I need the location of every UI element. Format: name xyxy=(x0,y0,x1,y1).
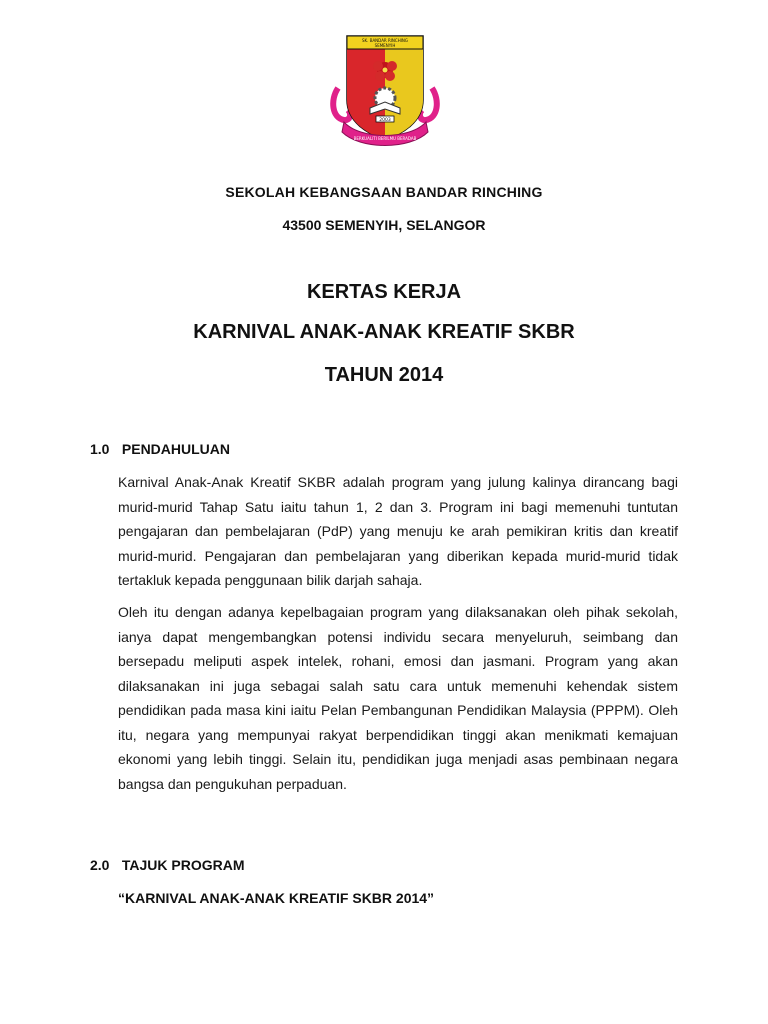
school-address: 43500 SEMENYIH, SELANGOR xyxy=(282,217,486,233)
crest-banner-text-1: SK. BANDAR RINCHING xyxy=(362,38,408,43)
crest-year: 2003 xyxy=(379,118,391,123)
school-name: SEKOLAH KEBANGSAAN BANDAR RINCHING xyxy=(225,184,543,200)
section-title: PENDAHULUAN xyxy=(121,441,231,457)
section-number: 2.0 xyxy=(90,857,110,873)
crest-banner-text-2: SEMENYIH xyxy=(374,43,396,48)
school-crest-logo xyxy=(330,30,440,148)
paragraph-1: Karnival Anak-Anak Kreatif SKBR adalah program yang julung kalinya dirancang bagi murid-murid Tahap Satu iaitu tahun 1, 2 dan 3. Program ini bagi memenuhi tuntutan pengajaran dan pembelajaran (PdP) yang menuju ke arah pemikiran kritis dan kreatif murid-murid. Pengajaran dan pembelajaran yang diberikan kepada murid-murid tidak tertakluk kepada penggunaan bilik darjah sahaja. xyxy=(118,474,678,588)
program-title: “KARNIVAL ANAK-ANAK KREATIF SKBR 2014” xyxy=(118,890,435,906)
section-number: 1.0 xyxy=(90,441,110,457)
section-title: TAJUK PROGRAM xyxy=(121,857,245,873)
section-heading-pendahuluan xyxy=(90,441,230,457)
crest-motto: BERKUALITI BERILMU BERADAB xyxy=(353,136,417,141)
document-title-line-1: KERTAS KERJA xyxy=(306,281,462,303)
section-heading-tajuk-program xyxy=(90,857,245,873)
paragraph-2: Oleh itu dengan adanya kepelbagaian program yang dilaksanakan oleh pihak sekolah, ianya dapat mengembangkan potensi individu secara menyeluruh, seimbang dan bersepadu meliputi aspek intelek, rohani, emosi dan jasmani. Program yang akan dilaksanakan ini juga sebagai salah satu cara untuk memenuhi kehendak sistem pendidikan pada masa kini iaitu Pelan Pembangunan Pendidikan Malaysia (PPPM). Oleh itu, negara yang mempunyai rakyat berpendidikan tinggi akan menikmati kemajuan ekonomi yang lebih tinggi. Selain itu, pendidikan juga menjadi asas pembinaan negara bangsa dan pengukuhan perpaduan. xyxy=(118,604,678,792)
document-title-line-3: TAHUN 2014 xyxy=(324,364,444,386)
document-title-line-2: KARNIVAL ANAK-ANAK KREATIF SKBR xyxy=(193,321,575,343)
